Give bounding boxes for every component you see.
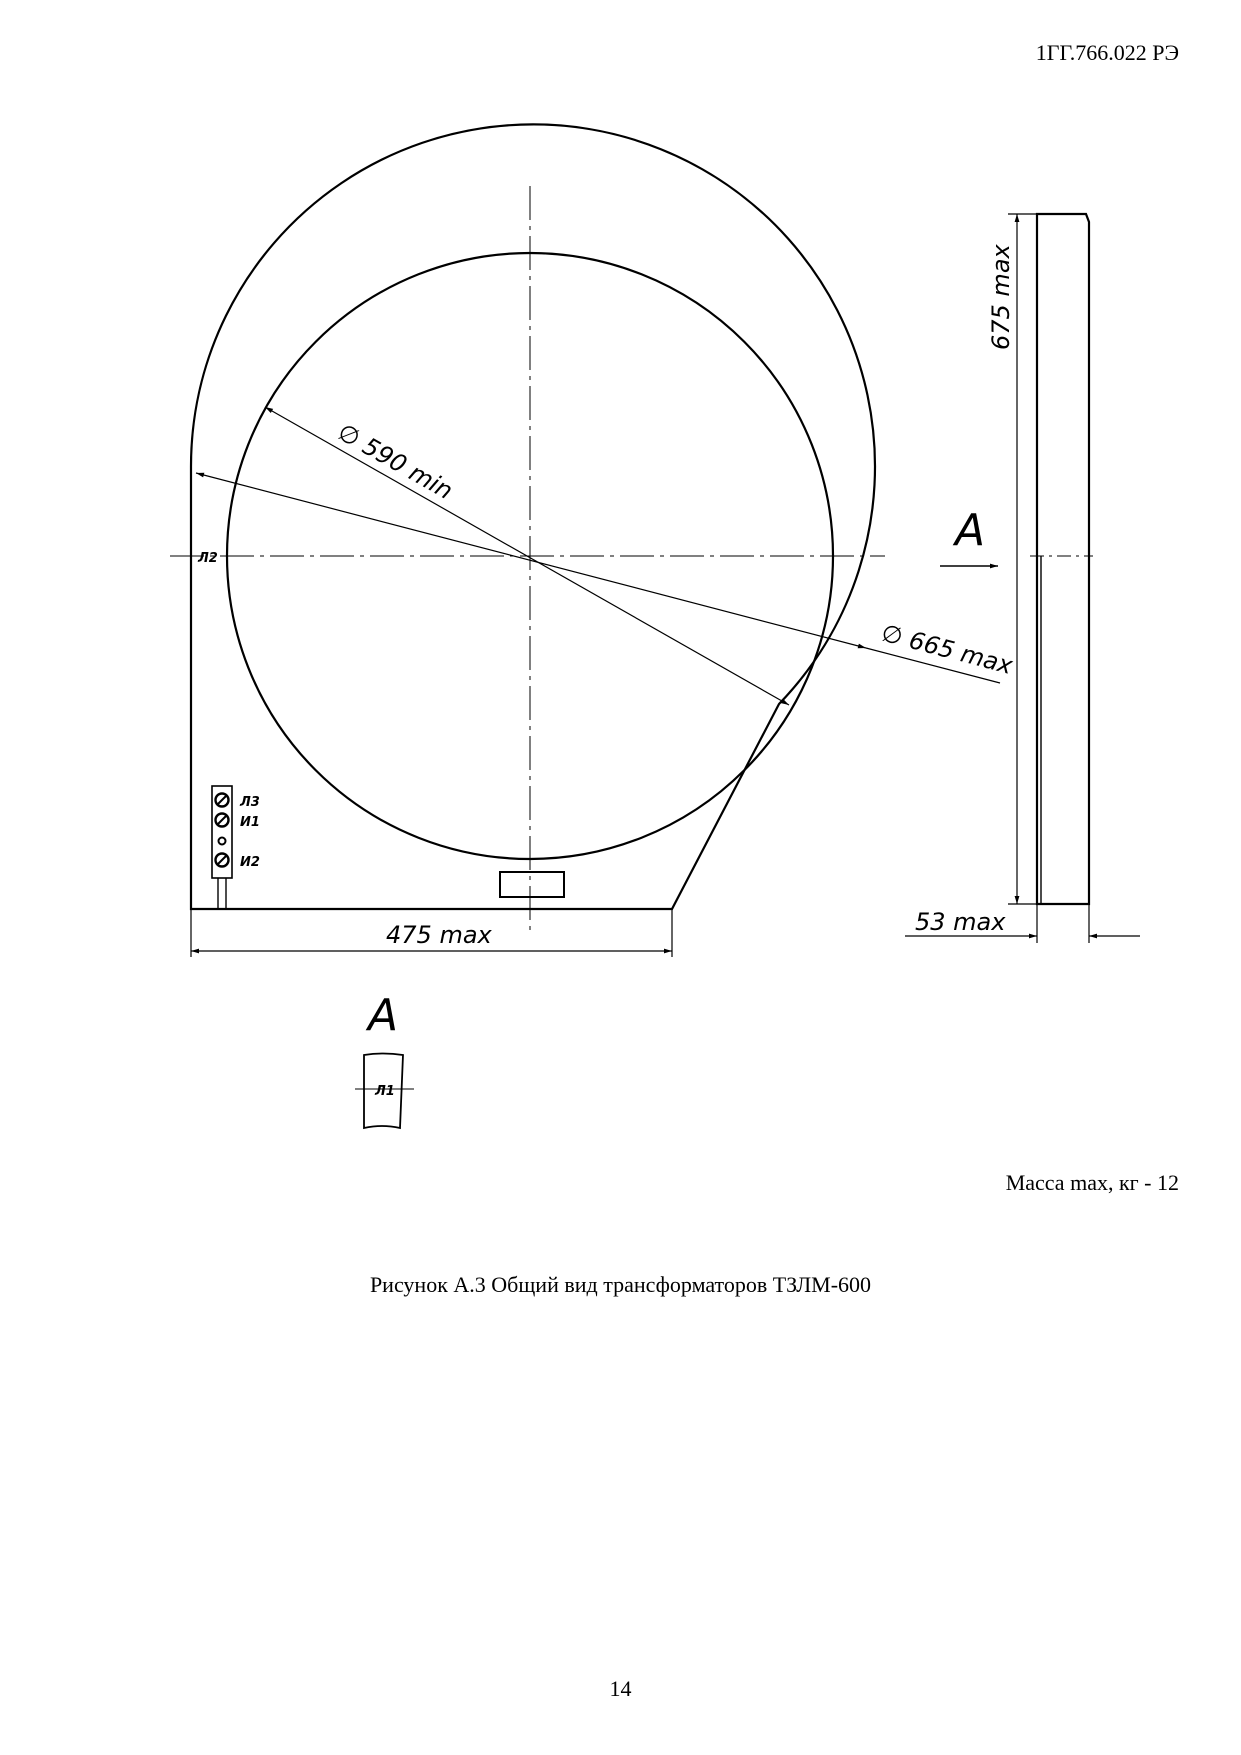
thickness-label: 53 max — [915, 908, 1006, 936]
inner-diameter-label: ∅ 590 min — [333, 417, 458, 506]
terminal-screw-small — [219, 838, 226, 845]
outer-diameter-dim-line — [196, 473, 866, 648]
bottom-tab — [500, 872, 564, 897]
terminal-screw-i2 — [216, 854, 229, 867]
terminal-screw-i1 — [216, 814, 229, 827]
terminal-screw-l3 — [216, 794, 229, 807]
view-a-label: А — [955, 505, 986, 556]
height-label: 675 max — [987, 244, 1015, 350]
terminal-label-l3: Л3 — [240, 795, 260, 810]
figure-caption: Рисунок А.3 Общий вид трансформаторов ТЗЛМ-600 — [369, 1272, 872, 1297]
detail-a-label: А — [368, 990, 399, 1041]
terminal-label-i1: И1 — [240, 815, 260, 830]
terminal-label-l2: Л2 — [198, 551, 218, 566]
width-label: 475 max — [386, 921, 492, 949]
mass-note: Масса max, кг - 12 — [1005, 1170, 1179, 1195]
transformer-body-outline — [191, 124, 875, 909]
document-code: 1ГГ.766.022 РЭ — [1035, 40, 1179, 65]
terminal-label-i2: И2 — [240, 855, 260, 870]
side-view-outline — [1037, 214, 1089, 904]
outer-diameter-label: ∅ 665 max — [878, 618, 1016, 680]
page-number: 14 — [609, 1676, 632, 1701]
terminal-label-l1: Л1 — [375, 1084, 395, 1099]
